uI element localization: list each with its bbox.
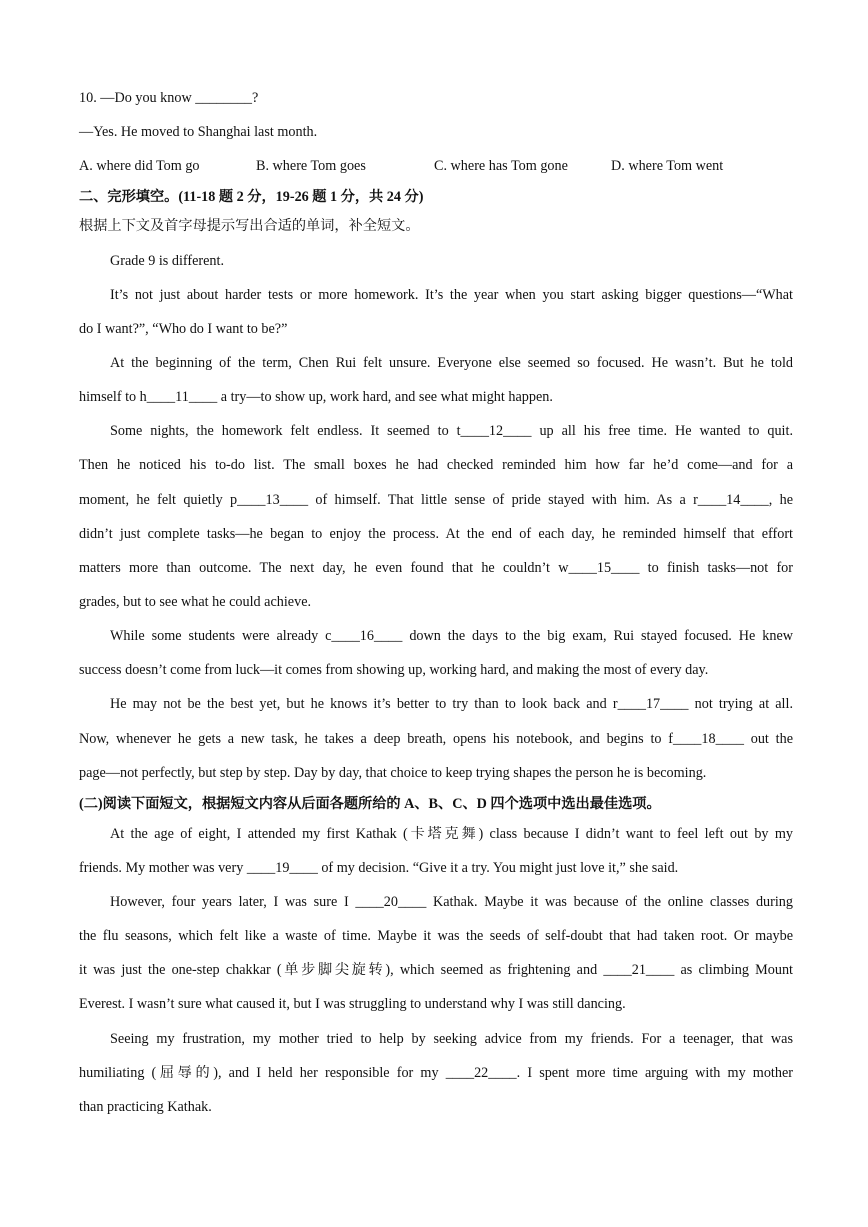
section2b-heading: (二)阅读下面短文，根据短文内容从后面各题所给的 A、B、C、D 四个选项中选出最佳选项。 xyxy=(79,796,661,812)
q10-options xyxy=(79,156,793,176)
section2-instruction: 根据上下文及首字母提示写出合适的单词，补全短文。 xyxy=(79,218,420,234)
passage1-line: Then he noticed his to-do list. The small boxes he had checked reminded him how far he’d come—and for a xyxy=(79,457,793,473)
passage2-line-blank-19: friends. My mother was very ____19____ of my decision. “Give it a try. You might just love it,” she said. xyxy=(79,860,679,876)
passage1-line: It’s not just about harder tests or more homework. It’s the year when you start asking bigger questions—“What xyxy=(110,287,793,303)
passage1-line-blank-13-14: moment, he felt quietly p____13____ of himself. That little sense of pride stayed with him. As a r____14____, he xyxy=(79,492,793,508)
passage2-line-blank-22: humiliating (屈辱的), and I held her responsible for my ____22____. I spent more time arguing with my mother xyxy=(79,1065,793,1081)
q10-option-d[interactable]: D. where Tom went xyxy=(611,158,724,174)
q10-reply: —Yes. He moved to Shanghai last month. xyxy=(79,124,318,140)
passage1-line: didn’t just complete tasks—he began to enjoy the process. At the end of each day, he reminded himself that effort xyxy=(79,526,793,542)
q10-option-c[interactable]: C. where has Tom gone xyxy=(434,158,568,174)
passage1-line-blank-17: He may not be the best yet, but he knows it’s better to try than to look back and r____17____ not trying at all. xyxy=(110,696,793,712)
passage1-line: page—not perfectly, but step by step. Day by day, that choice to keep trying shapes the person he is becoming. xyxy=(79,765,707,781)
passage2-line-blank-20: However, four years later, I was sure I ____20____ Kathak. Maybe it was because of the online classes during xyxy=(110,894,793,910)
passage1-line: Grade 9 is different. xyxy=(110,253,224,269)
q10-stem: 10. —Do you know ________? xyxy=(79,90,259,106)
passage1-line: grades, but to see what he could achieve. xyxy=(79,594,312,610)
passage2-line: than practicing Kathak. xyxy=(79,1099,212,1115)
passage1-line: At the beginning of the term, Chen Rui felt unsure. Everyone else seemed so focused. He wasn’t. But he told xyxy=(110,355,793,371)
q10-option-b[interactable]: B. where Tom goes xyxy=(256,158,366,174)
passage2-line: Everest. I wasn’t sure what caused it, but I was struggling to understand why I was still dancing. xyxy=(79,996,626,1012)
passage1-line-blank-15: matters more than outcome. The next day, he even found that he couldn’t w____15____ to finish tasks—not for xyxy=(79,560,793,576)
passage2-line: the flu seasons, which felt like a waste of time. Maybe it was the seeds of self-doubt that had taken root. Or maybe xyxy=(79,928,793,944)
passage2-line-blank-21: it was just the one-step chakkar (单步脚尖旋转), which seemed as frightening and ____21____ as climbing Mount xyxy=(79,962,793,978)
passage1-line: success doesn’t come from luck—it comes from showing up, working hard, and making the most of every day. xyxy=(79,662,709,678)
passage1-line-blank-16: While some students were already c____16____ down the days to the big exam, Rui stayed focused. He knew xyxy=(110,628,793,644)
passage1-line-blank-11: himself to h____11____ a try—to show up, work hard, and see what might happen. xyxy=(79,389,553,405)
passage1-line-blank-12: Some nights, the homework felt endless. It seemed to t____12____ up all his free time. He wanted to quit. xyxy=(110,423,793,439)
q10-option-a[interactable]: A. where did Tom go xyxy=(79,158,200,174)
passage1-line: do I want?”, “Who do I want to be?” xyxy=(79,321,288,337)
section2-heading: 二、完形填空。(11-18 题 2 分，19-26 题 1 分，共 24 分) xyxy=(79,189,424,205)
passage2-line: At the age of eight, I attended my first Kathak (卡塔克舞) class because I didn’t want to feel left out by my xyxy=(110,826,793,842)
passage2-line: Seeing my frustration, my mother tried to help by seeking advice from my friends. For a teenager, that was xyxy=(110,1031,793,1047)
passage1-line-blank-18: Now, whenever he gets a new task, he takes a deep breath, opens his notebook, and begins to f____18____ out the xyxy=(79,731,793,747)
